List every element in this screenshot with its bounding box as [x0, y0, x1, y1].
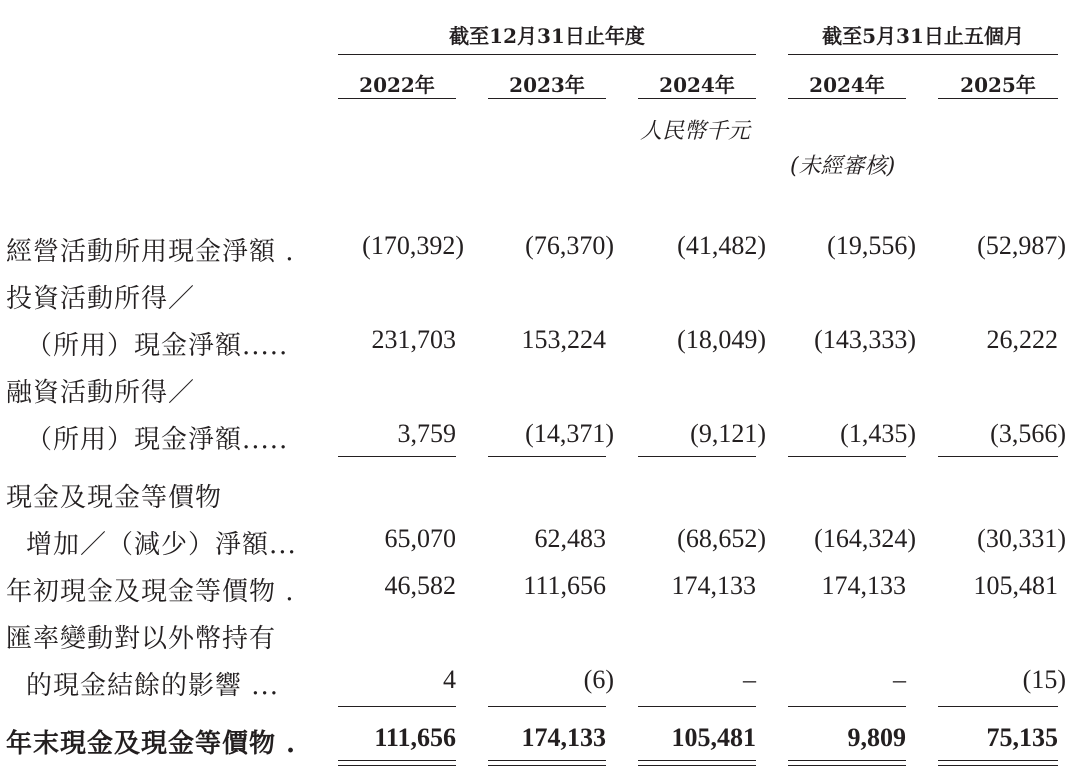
header-group-five-months: 截至5月31日止五個月 [822, 24, 1024, 48]
total-double-rule [938, 760, 1058, 766]
subtotal-rule [488, 706, 606, 707]
cell-net-change-2025-5m: (30,331) [977, 524, 1066, 553]
cell-net-change-2023: 62,483 [534, 524, 606, 553]
cell-ending-2025-5m: 75,135 [986, 723, 1058, 752]
currency-note: 人民幣千元 [640, 119, 751, 144]
cell-investing-2024-5m: (143,333) [814, 325, 916, 354]
subtotal-rule [638, 456, 756, 457]
row-label-fx-line1: 匯率變動對以外幣持有 [6, 624, 277, 654]
cell-fx-2025-5m: (15) [1022, 665, 1066, 694]
cell-operating-2024-5m: (19,556) [827, 231, 916, 260]
cell-beginning-2025-5m: 105,481 [973, 571, 1058, 600]
cell-financing-2023: (14,371) [525, 419, 614, 448]
cell-financing-2022: 3,759 [397, 419, 456, 448]
row-label-financing-line1: 融資活動所得／ [6, 378, 196, 408]
cell-operating-2023: (76,370) [525, 231, 614, 260]
cell-ending-2022: 111,656 [374, 723, 456, 752]
cell-ending-2024-5m: 9,809 [847, 723, 906, 752]
subtotal-rule [338, 456, 456, 457]
cell-investing-2025-5m: 26,222 [986, 325, 1058, 354]
year-header-2024-5m: 2024年 [809, 73, 885, 97]
year-rule [938, 98, 1058, 99]
row-label-beginning: 年初現金及現金等價物 . [6, 577, 295, 607]
total-double-rule [488, 760, 606, 766]
header-group-rule-year [338, 54, 756, 55]
row-label-financing-line2: （所用）現金淨額..... [26, 425, 289, 455]
year-header-2025-5m: 2025年 [960, 73, 1036, 97]
cell-net-change-2024-5m: (164,324) [814, 524, 916, 553]
cell-net-change-2024: (68,652) [677, 524, 766, 553]
cell-operating-2025-5m: (52,987) [977, 231, 1066, 260]
total-double-rule [788, 760, 906, 766]
cell-operating-2024: (41,482) [677, 231, 766, 260]
cell-beginning-2023: 111,656 [523, 571, 606, 600]
cell-ending-2023: 174,133 [521, 723, 606, 752]
cell-beginning-2024-5m: 174,133 [821, 571, 906, 600]
cell-investing-2022: 231,703 [371, 325, 456, 354]
subtotal-rule [338, 706, 456, 707]
cell-operating-2022: (170,392) [362, 231, 464, 260]
cell-ending-2024: 105,481 [671, 723, 756, 752]
cell-fx-2023: (6) [583, 665, 614, 694]
subtotal-rule [638, 706, 756, 707]
total-double-rule [638, 760, 756, 766]
cell-fx-2024-5m: – [893, 665, 906, 694]
year-header-2022: 2022年 [359, 73, 435, 97]
subtotal-rule [788, 456, 906, 457]
year-rule [788, 98, 906, 99]
subtotal-rule [938, 706, 1058, 707]
total-double-rule [338, 760, 456, 766]
subtotal-rule [938, 456, 1058, 457]
row-label-operating: 經營活動所用現金淨額 . [6, 237, 295, 267]
row-label-net-change-line2: 增加／（減少）淨額... [26, 530, 297, 560]
row-label-investing-line1: 投資活動所得／ [6, 284, 196, 314]
row-label-investing-line2: （所用）現金淨額..... [26, 331, 289, 361]
header-group-rule-five-month [788, 54, 1058, 55]
year-rule [338, 98, 456, 99]
header-group-year-ended: 截至12月31日止年度 [449, 24, 645, 48]
row-label-fx-line2: 的現金結餘的影響 ... [26, 671, 280, 701]
unaudited-note: (未經審核) [790, 154, 896, 179]
row-label-net-change-line1: 現金及現金等價物 [6, 483, 223, 513]
year-rule [488, 98, 606, 99]
year-header-2024: 2024年 [659, 73, 735, 97]
row-label-ending: 年末現金及現金等價物 . [6, 729, 297, 759]
subtotal-rule [788, 706, 906, 707]
cell-investing-2023: 153,224 [521, 325, 606, 354]
cell-beginning-2024: 174,133 [671, 571, 756, 600]
cell-beginning-2022: 46,582 [384, 571, 456, 600]
cell-investing-2024: (18,049) [677, 325, 766, 354]
subtotal-rule [488, 456, 606, 457]
year-rule [638, 98, 756, 99]
cell-fx-2024: – [743, 665, 756, 694]
cell-financing-2024: (9,121) [690, 419, 766, 448]
cell-financing-2024-5m: (1,435) [840, 419, 916, 448]
cell-fx-2022: 4 [443, 665, 456, 694]
cell-net-change-2022: 65,070 [384, 524, 456, 553]
cell-financing-2025-5m: (3,566) [990, 419, 1066, 448]
year-header-2023: 2023年 [509, 73, 585, 97]
